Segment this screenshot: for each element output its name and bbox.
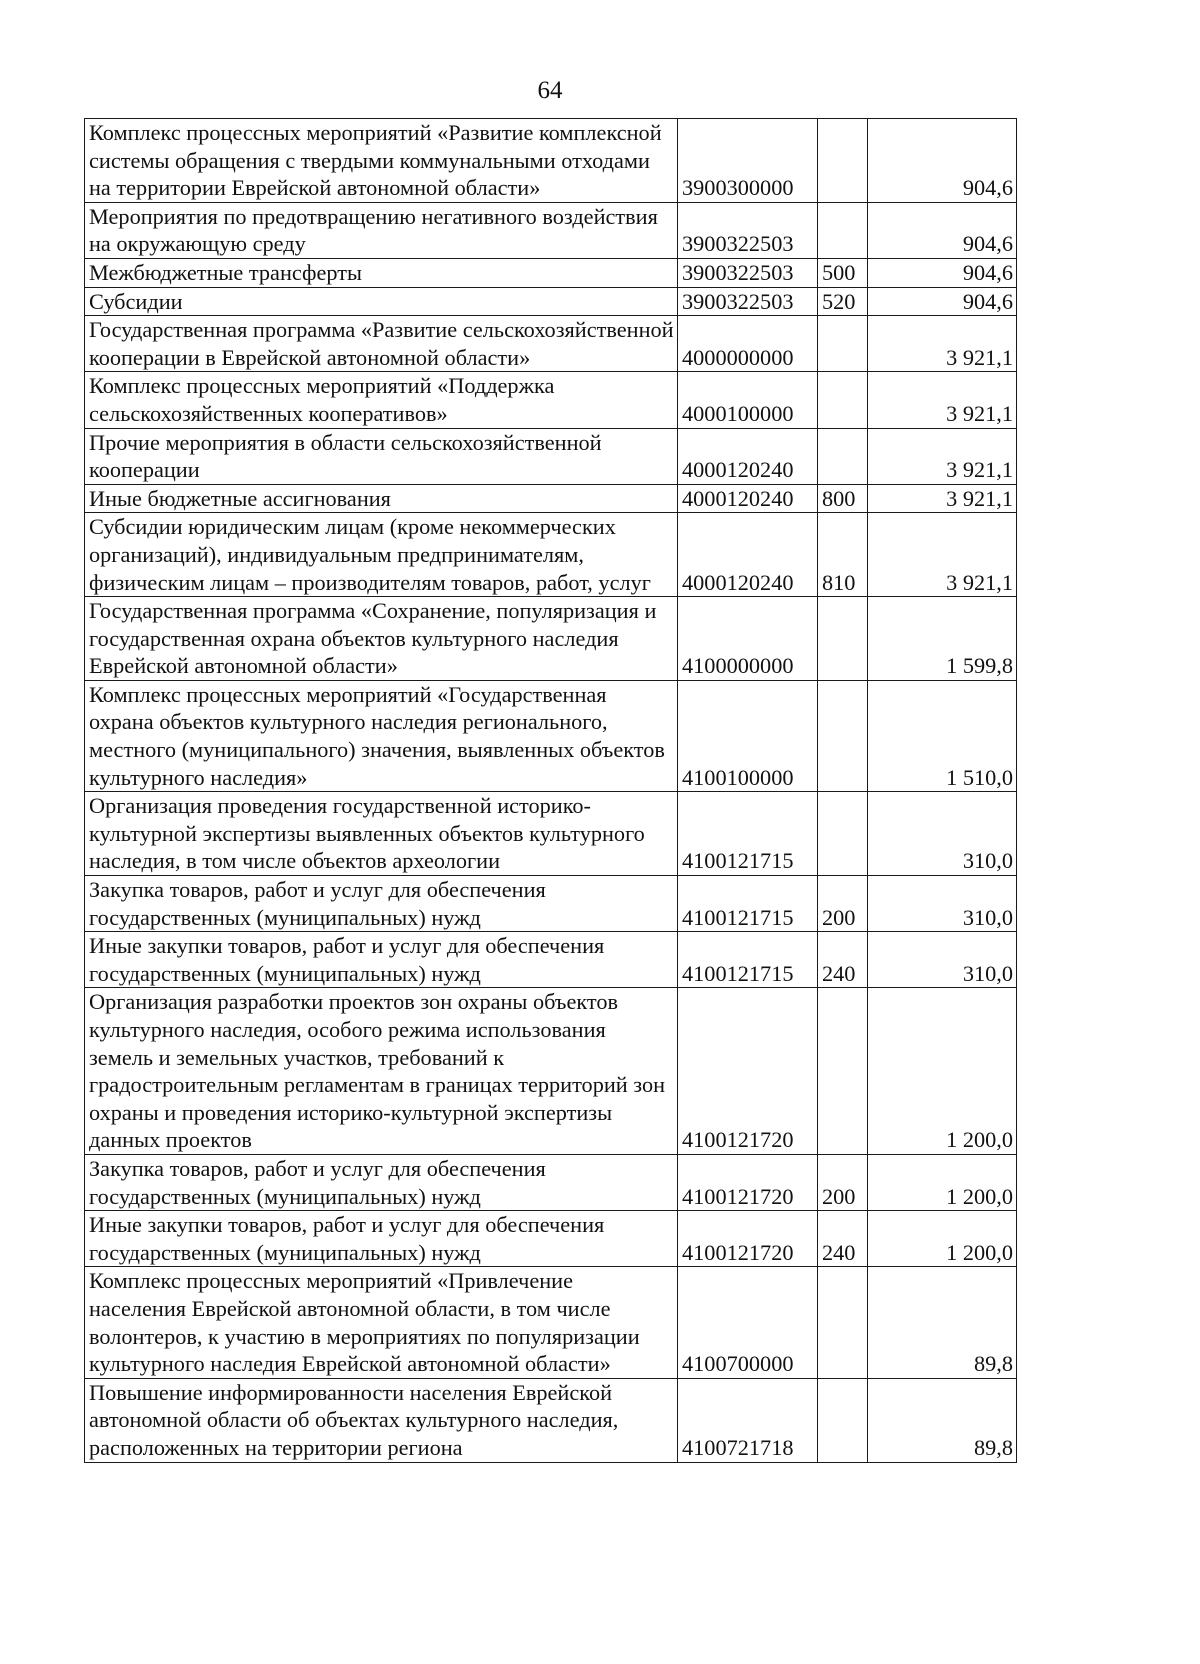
- row-name-cell: Комплекс процессных мероприятий «Поддержка сельскохозяйственных кооперативов»: [85, 372, 678, 428]
- row-name-cell: Субсидии: [85, 287, 678, 316]
- row-expense-type-cell: [818, 119, 868, 203]
- row-expense-type-cell: [818, 1378, 868, 1462]
- row-name-cell: Государственная программа «Сохранение, популяризация и государственная охрана объектов культурного наследия Еврейской автономной области»: [85, 597, 678, 681]
- row-name-cell: Иные закупки товаров, работ и услуг для обеспечения государственных (муниципальных) нужд: [85, 932, 678, 988]
- row-name-cell: Закупка товаров, работ и услуг для обеспечения государственных (муниципальных) нужд: [85, 1154, 678, 1210]
- row-expense-type-cell: 240: [818, 932, 868, 988]
- row-name-cell: Организация разработки проектов зон охраны объектов культурного наследия, особого режима использования земель и земельных участков, требований к градостроительным регламентам в границах территорий зон охраны и проведения историко-культурной экспертизы данных проектов: [85, 988, 678, 1155]
- row-code-cell: 4100100000: [678, 680, 818, 791]
- row-code-cell: 3900322503: [678, 258, 818, 287]
- row-code-cell: 3900300000: [678, 119, 818, 203]
- row-code-cell: 3900322503: [678, 287, 818, 316]
- row-code-cell: 4100721718: [678, 1378, 818, 1462]
- row-code-cell: 4100700000: [678, 1267, 818, 1378]
- table-row: [85, 597, 1017, 681]
- row-expense-type-cell: [818, 597, 868, 681]
- row-expense-type-cell: [818, 372, 868, 428]
- page-number: 64: [537, 77, 563, 104]
- table-row: [85, 513, 1017, 597]
- row-amount-cell: 1 200,0: [868, 1154, 1017, 1210]
- row-code-cell: 4100121715: [678, 876, 818, 932]
- row-amount-cell: 904,6: [868, 202, 1017, 258]
- row-code-cell: 4000100000: [678, 372, 818, 428]
- table-row: [85, 1211, 1017, 1267]
- row-expense-type-cell: 810: [818, 513, 868, 597]
- row-code-cell: 4100121720: [678, 1211, 818, 1267]
- row-name-cell: Организация проведения государственной историко-культурной экспертизы выявленных объектов культурного наследия, в том числе объектов археологии: [85, 792, 678, 876]
- budget-table-body: [85, 119, 1017, 1463]
- row-amount-cell: 89,8: [868, 1378, 1017, 1462]
- row-name-cell: Комплекс процессных мероприятий «Развитие комплексной системы обращения с твердыми коммунальными отходами на территории Еврейской автономной области»: [85, 119, 678, 203]
- row-code-cell: 4100121715: [678, 792, 818, 876]
- table-row: [85, 202, 1017, 258]
- table-row: [85, 316, 1017, 372]
- row-amount-cell: 3 921,1: [868, 372, 1017, 428]
- row-amount-cell: 310,0: [868, 876, 1017, 932]
- row-expense-type-cell: 200: [818, 876, 868, 932]
- row-amount-cell: 3 921,1: [868, 513, 1017, 597]
- row-code-cell: 4100121720: [678, 988, 818, 1155]
- row-expense-type-cell: 240: [818, 1211, 868, 1267]
- row-code-cell: 4000120240: [678, 484, 818, 513]
- row-amount-cell: 3 921,1: [868, 484, 1017, 513]
- row-amount-cell: 3 921,1: [868, 428, 1017, 484]
- row-amount-cell: 904,6: [868, 119, 1017, 203]
- row-amount-cell: 310,0: [868, 792, 1017, 876]
- table-row: [85, 680, 1017, 791]
- table-row: [85, 258, 1017, 287]
- row-name-cell: Субсидии юридическим лицам (кроме некоммерческих организаций), индивидуальным предпринимателям, физическим лицам – производителям товаров, работ, услуг: [85, 513, 678, 597]
- row-code-cell: 4100121715: [678, 932, 818, 988]
- table-row: [85, 1267, 1017, 1378]
- row-name-cell: Повышение информированности населения Еврейской автономной области об объектах культурного наследия, расположенных на территории региона: [85, 1378, 678, 1462]
- table-row: [85, 372, 1017, 428]
- row-amount-cell: 1 200,0: [868, 1211, 1017, 1267]
- row-expense-type-cell: 800: [818, 484, 868, 513]
- row-amount-cell: 904,6: [868, 258, 1017, 287]
- table-row: [85, 932, 1017, 988]
- row-expense-type-cell: [818, 1267, 868, 1378]
- table-row: [85, 1378, 1017, 1462]
- row-name-cell: Мероприятия по предотвращению негативного воздействия на окружающую среду: [85, 202, 678, 258]
- row-amount-cell: 1 200,0: [868, 988, 1017, 1155]
- row-name-cell: Иные закупки товаров, работ и услуг для обеспечения государственных (муниципальных) нужд: [85, 1211, 678, 1267]
- table-row: [85, 988, 1017, 1155]
- table-row: [85, 287, 1017, 316]
- table-row: [85, 792, 1017, 876]
- row-expense-type-cell: 520: [818, 287, 868, 316]
- row-code-cell: 3900322503: [678, 202, 818, 258]
- row-amount-cell: 3 921,1: [868, 316, 1017, 372]
- table-row: [85, 119, 1017, 203]
- table-row: [85, 428, 1017, 484]
- row-expense-type-cell: [818, 792, 868, 876]
- row-expense-type-cell: 200: [818, 1154, 868, 1210]
- row-expense-type-cell: [818, 202, 868, 258]
- budget-table: [84, 118, 1017, 1463]
- row-name-cell: Государственная программа «Развитие сельскохозяйственной кооперации в Еврейской автономной области»: [85, 316, 678, 372]
- row-name-cell: Комплекс процессных мероприятий «Государственная охрана объектов культурного наследия регионального, местного (муниципального) значения, выявленных объектов культурного наследия»: [85, 680, 678, 791]
- row-amount-cell: 1 599,8: [868, 597, 1017, 681]
- row-name-cell: Комплекс процессных мероприятий «Привлечение населения Еврейской автономной области, в том числе волонтеров, к участию в мероприятиях по популяризации культурного наследия Еврейской автономной области»: [85, 1267, 678, 1378]
- row-code-cell: 4000120240: [678, 513, 818, 597]
- row-amount-cell: 1 510,0: [868, 680, 1017, 791]
- row-code-cell: 4000000000: [678, 316, 818, 372]
- row-expense-type-cell: 500: [818, 258, 868, 287]
- row-code-cell: 4000120240: [678, 428, 818, 484]
- row-amount-cell: 89,8: [868, 1267, 1017, 1378]
- row-code-cell: 4100121720: [678, 1154, 818, 1210]
- table-row: [85, 484, 1017, 513]
- row-name-cell: Иные бюджетные ассигнования: [85, 484, 678, 513]
- row-code-cell: 4100000000: [678, 597, 818, 681]
- row-expense-type-cell: [818, 428, 868, 484]
- table-row: [85, 1154, 1017, 1210]
- row-name-cell: Прочие мероприятия в области сельскохозяйственной кооперации: [85, 428, 678, 484]
- row-expense-type-cell: [818, 988, 868, 1155]
- row-expense-type-cell: [818, 316, 868, 372]
- row-name-cell: Закупка товаров, работ и услуг для обеспечения государственных (муниципальных) нужд: [85, 876, 678, 932]
- table-row: [85, 876, 1017, 932]
- row-expense-type-cell: [818, 680, 868, 791]
- row-amount-cell: 310,0: [868, 932, 1017, 988]
- row-name-cell: Межбюджетные трансферты: [85, 258, 678, 287]
- row-amount-cell: 904,6: [868, 287, 1017, 316]
